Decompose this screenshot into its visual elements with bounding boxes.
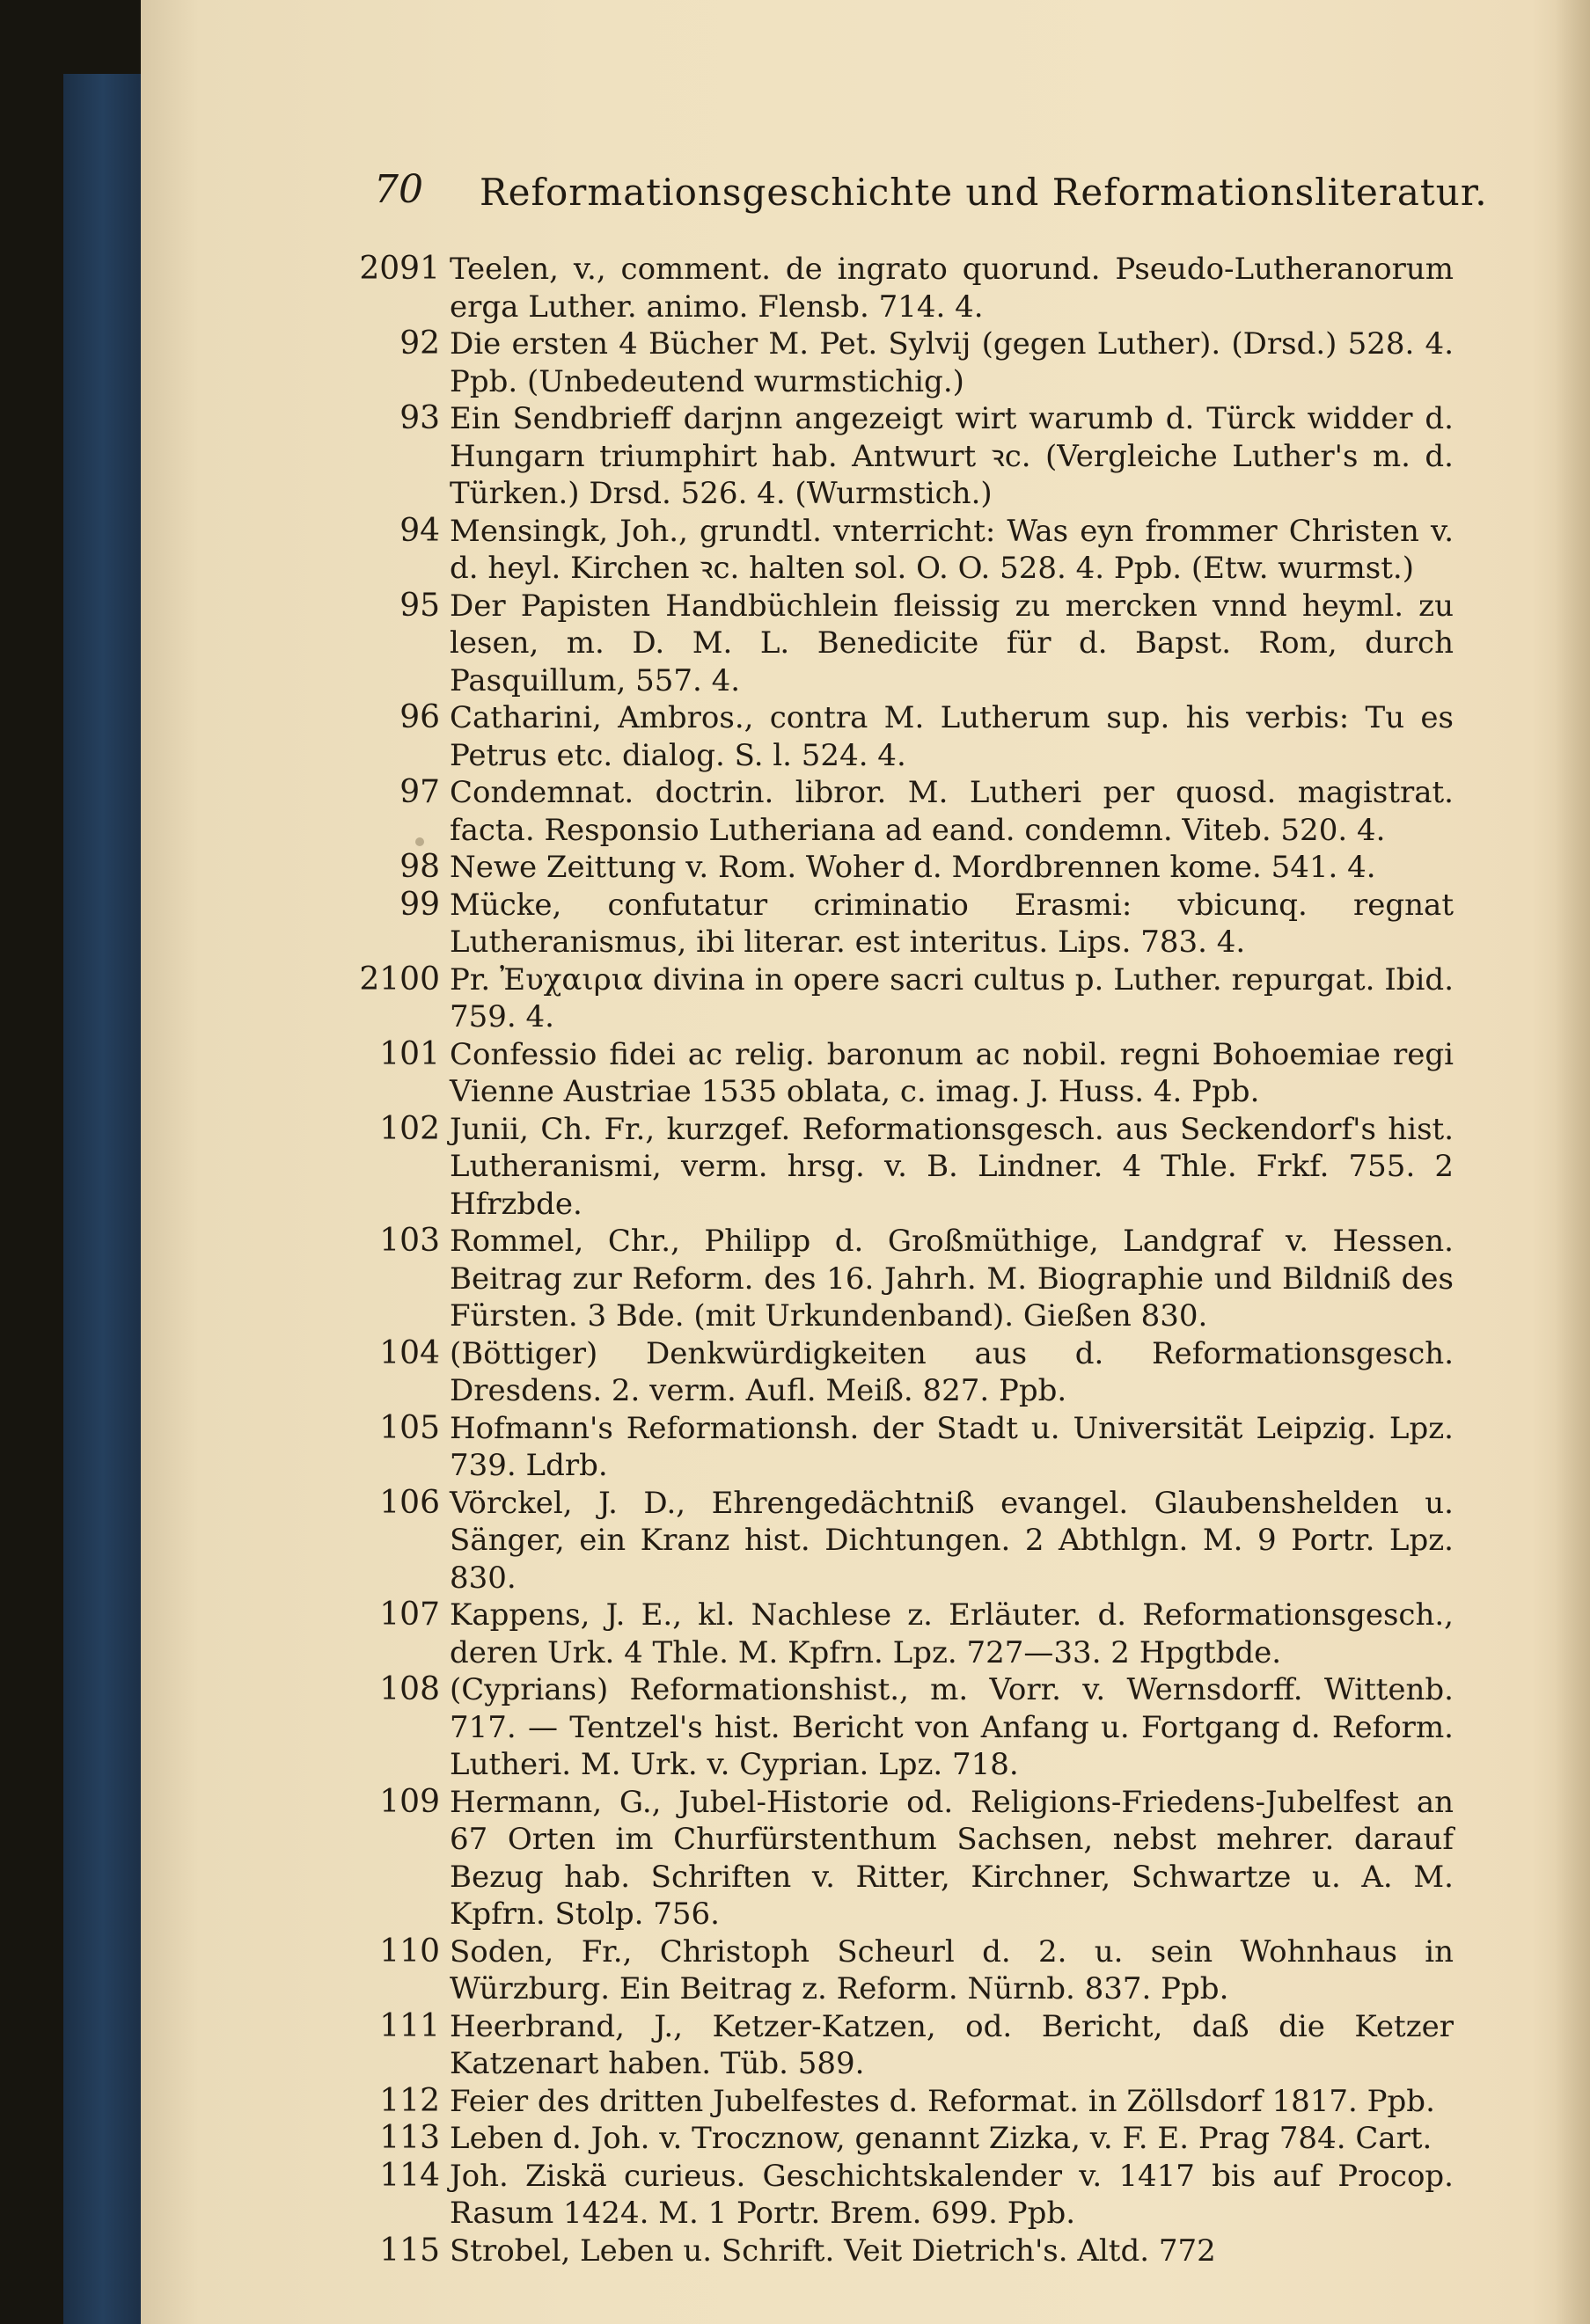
entry-number: 97 [399,774,440,810]
entry-text: Mücke, confutatur criminatio Erasmi: vbicunq. regnat Lutheranismus, ibi literar. est interitus. Lips. 783. 4. [450,887,1454,960]
entry-text: Soden, Fr., Christoph Scheurl d. 2. u. sein Wohnhaus in Würzburg. Ein Beitrag z. Reform. Nürnb. 837. Ppb. [450,1933,1454,2006]
entry-text: Hermann, G., Jubel-Historie od. Religions-Friedens-Jubelfest an 67 Orten im Churfürstenthum Sachsen, nebst mehrer. darauf Bezug hab. Schriften v. Ritter, Kirchner, Schwartze u. A. M. Kpfrn. Stolp. 756. [450,1784,1454,1932]
entry-number: 96 [399,699,440,735]
catalogue-entries [141,251,1590,2269]
catalogue-entry [141,961,1590,1036]
catalogue-entry [141,325,1590,400]
entry-number: 112 [379,2082,440,2119]
catalogue-entry [141,887,1590,961]
book-page [141,0,1590,2324]
entry-text: Heerbrand, J., Ketzer-Katzen, od. Bericht, daß die Ketzer Katzenart haben. Tüb. 589. [450,2008,1454,2081]
entry-text: Ein Sendbrieff darjnn angezeigt wirt warumb d. Türck widder d. Hungarn triumphirt hab. Antwurt ꝛc. (Vergleiche Luther's m. d. Türken.) Drsd. 526. 4. (Wurmstich.) [450,401,1454,511]
entry-text: Die ersten 4 Bücher M. Pet. Sylvij (gegen Luther). (Drsd.) 528. 4. Ppb. (Unbedeutend wurmstichig.) [450,326,1454,399]
catalogue-entry [141,2083,1590,2121]
entry-text: Der Papisten Handbüchlein fleissig zu mercken vnnd heyml. zu lesen, m. D. M. L. Benedicite für d. Bapst. Rom, durch Pasquillum, 557. 4. [450,588,1454,698]
entry-number: 2100 [359,961,440,998]
entry-text: Teelen, v., comment. de ingrato quorund. Pseudo-Lutheranorum erga Luther. animo. Flensb. 714. 4. [450,252,1454,325]
entry-text: (Cyprians) Reformationshist., m. Vorr. v. Wernsdorff. Wittenb. 717. — Tentzel's hist. Bericht von Anfang u. Fortgang d. Reform. Lutheri. M. Urk. v. Cyprian. Lpz. 718. [450,1672,1454,1782]
entry-text: Kappens, J. E., kl. Nachlese z. Erläuter. d. Reformationsgesch., deren Urk. 4 Thle. M. Kpfrn. Lpz. 727—33. 2 Hpgtbde. [450,1597,1454,1670]
entry-text: Rommel, Chr., Philipp d. Großmüthige, Landgraf v. Hessen. Beitrag zur Reform. des 16. Jahrh. M. Biographie und Bildniß des Fürsten. 3 Bde. (mit Urkundenband). Gießen 830. [450,1224,1454,1334]
entry-number: 114 [379,2157,440,2194]
catalogue-entry [141,400,1590,513]
catalogue-entry [141,1597,1590,1671]
catalogue-entry [141,588,1590,700]
catalogue-entry [141,1933,1590,2008]
entry-number: 113 [379,2120,440,2156]
entry-number: 106 [379,1484,440,1521]
entry-number: 95 [399,587,440,624]
entry-text: Newe Zeittung v. Rom. Woher d. Mordbrennen kome. 541. 4. [450,850,1376,885]
entry-number: 99 [399,886,440,923]
catalogue-entry [141,513,1590,588]
entry-number: 105 [379,1409,440,1446]
entry-text: Pr. Ἐυχαιρια divina in opere sacri cultus p. Luther. repurgat. Ibid. 759. 4. [450,961,1454,1034]
entry-number: 115 [379,2232,440,2269]
running-title: Reformationsgeschichte und Reformationsliteratur. [480,171,1488,214]
entry-number: 110 [379,1933,440,1970]
entry-number: 103 [379,1223,440,1259]
catalogue-entry [141,849,1590,887]
entry-number: 98 [399,849,440,885]
catalogue-entry [141,1335,1590,1410]
entry-text: Condemnat. doctrin. libror. M. Lutheri per quosd. magistrat. facta. Responsio Lutheriana ad eand. condemn. Viteb. 520. 4. [450,775,1454,848]
entry-number: 94 [399,512,440,549]
entry-text: (Böttiger) Denkwürdigkeiten aus d. Reformationsgesch. Dresdens. 2. verm. Aufl. Meiß. 827. Ppb. [450,1335,1454,1408]
catalogue-entry [141,2233,1590,2270]
catalogue-entry [141,2008,1590,2083]
entry-number: 104 [379,1334,440,1371]
catalogue-entry [141,1784,1590,1933]
entry-number: 102 [379,1110,440,1147]
entry-text: Joh. Ziskä curieus. Geschichtskalender v. 1417 bis auf Procop. Rasum 1424. M. 1 Portr. Brem. 699. Ppb. [450,2158,1454,2231]
catalogue-entry [141,1671,1590,1784]
entry-text: Vörckel, J. D., Ehrengedächtniß evangel. Glaubenshelden u. Sänger, ein Kranz hist. Dichtungen. 2 Abthlgn. M. 9 Portr. Lpz. 830. [450,1485,1454,1596]
catalogue-entry [141,774,1590,849]
page-header [141,167,1590,229]
entry-number: 2091 [359,251,440,287]
entry-number: 109 [379,1783,440,1820]
entry-number: 93 [399,400,440,436]
catalogue-entry [141,1485,1590,1597]
catalogue-entry [141,1223,1590,1335]
catalogue-entry [141,1036,1590,1111]
entry-text: Catharini, Ambros., contra M. Lutherum sup. his verbis: Tu es Petrus etc. dialog. S. l. 524. 4. [450,700,1454,773]
entry-text: Hofmann's Reformationsh. der Stadt u. Universität Leipzig. Lpz. 739. Ldrb. [450,1410,1454,1483]
entry-text: Strobel, Leben u. Schrift. Veit Dietrich's. Altd. 772 [450,2233,1216,2269]
entry-number: 107 [379,1597,440,1633]
catalogue-entry [141,2120,1590,2158]
entry-number: 111 [379,2007,440,2044]
catalogue-entry [141,1410,1590,1485]
entry-text: Leben d. Joh. v. Trocznow, genannt Zizka, v. F. E. Prag 784. Cart. [450,2121,1432,2156]
entry-number: 108 [379,1671,440,1707]
book-spine-cloth [63,74,151,2324]
entry-text: Confessio fidei ac relig. baronum ac nobil. regni Bohoemiae regi Vienne Austriae 1535 oblata, c. imag. J. Huss. 4. Ppb. [450,1036,1454,1109]
entry-text: Junii, Ch. Fr., kurzgef. Reformationsgesch. aus Seckendorf's hist. Lutheranismi, verm. hrsg. v. B. Lindner. 4 Thle. Frkf. 755. 2 Hfrzbde. [450,1111,1454,1222]
entry-text: Mensingk, Joh., grundtl. vnterricht: Was eyn frommer Christen v. d. heyl. Kirchen ꝛc. halten sol. O. O. 528. 4. Ppb. (Etw. wurmst.) [450,513,1454,586]
catalogue-entry [141,251,1590,325]
page-number: 70 [374,167,423,212]
catalogue-entry [141,699,1590,774]
catalogue-entry [141,2158,1590,2233]
entry-text: Feier des dritten Jubelfestes d. Reformat. in Zöllsdorf 1817. Ppb. [450,2083,1435,2119]
entry-number: 92 [399,325,440,362]
catalogue-entry [141,1111,1590,1224]
entry-number: 101 [379,1035,440,1072]
